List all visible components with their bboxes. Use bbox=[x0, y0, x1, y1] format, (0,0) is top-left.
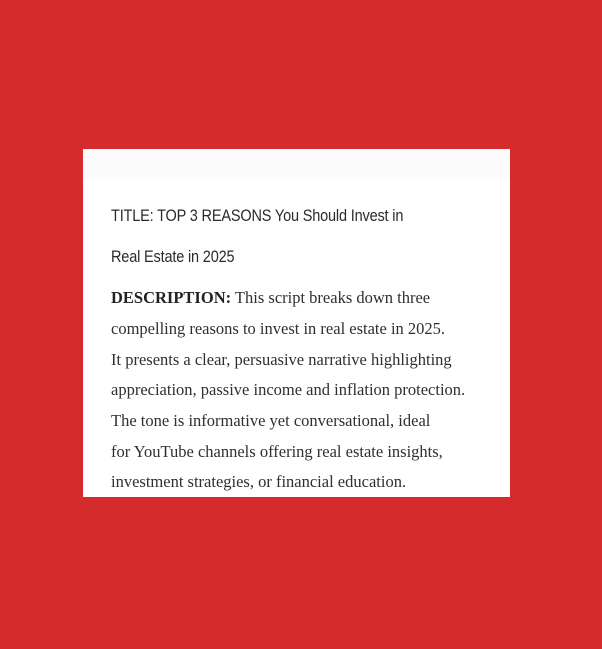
description-line-1 bbox=[111, 288, 430, 308]
description-line-2: compelling reasons to invest in real estate in 2025. bbox=[111, 319, 446, 338]
description-label: DESCRIPTION: bbox=[111, 288, 232, 307]
description-line-5: The tone is informative yet conversational, ideal bbox=[111, 411, 431, 430]
title-line-1: TITLE: TOP 3 REASONS You Should Invest in bbox=[111, 207, 404, 225]
document-card bbox=[83, 149, 510, 497]
description-line-4: appreciation, passive income and inflation protection. bbox=[111, 380, 466, 399]
card-header-strip bbox=[83, 149, 510, 179]
description-line-3: It presents a clear, persuasive narrative highlighting bbox=[111, 350, 452, 369]
description-line-7: investment strategies, or financial education. bbox=[111, 472, 407, 491]
description-line-6: for YouTube channels offering real estate insights, bbox=[111, 442, 443, 461]
title-line-2: Real Estate in 2025 bbox=[111, 248, 235, 266]
description-text-1: This script breaks down three bbox=[231, 288, 431, 307]
